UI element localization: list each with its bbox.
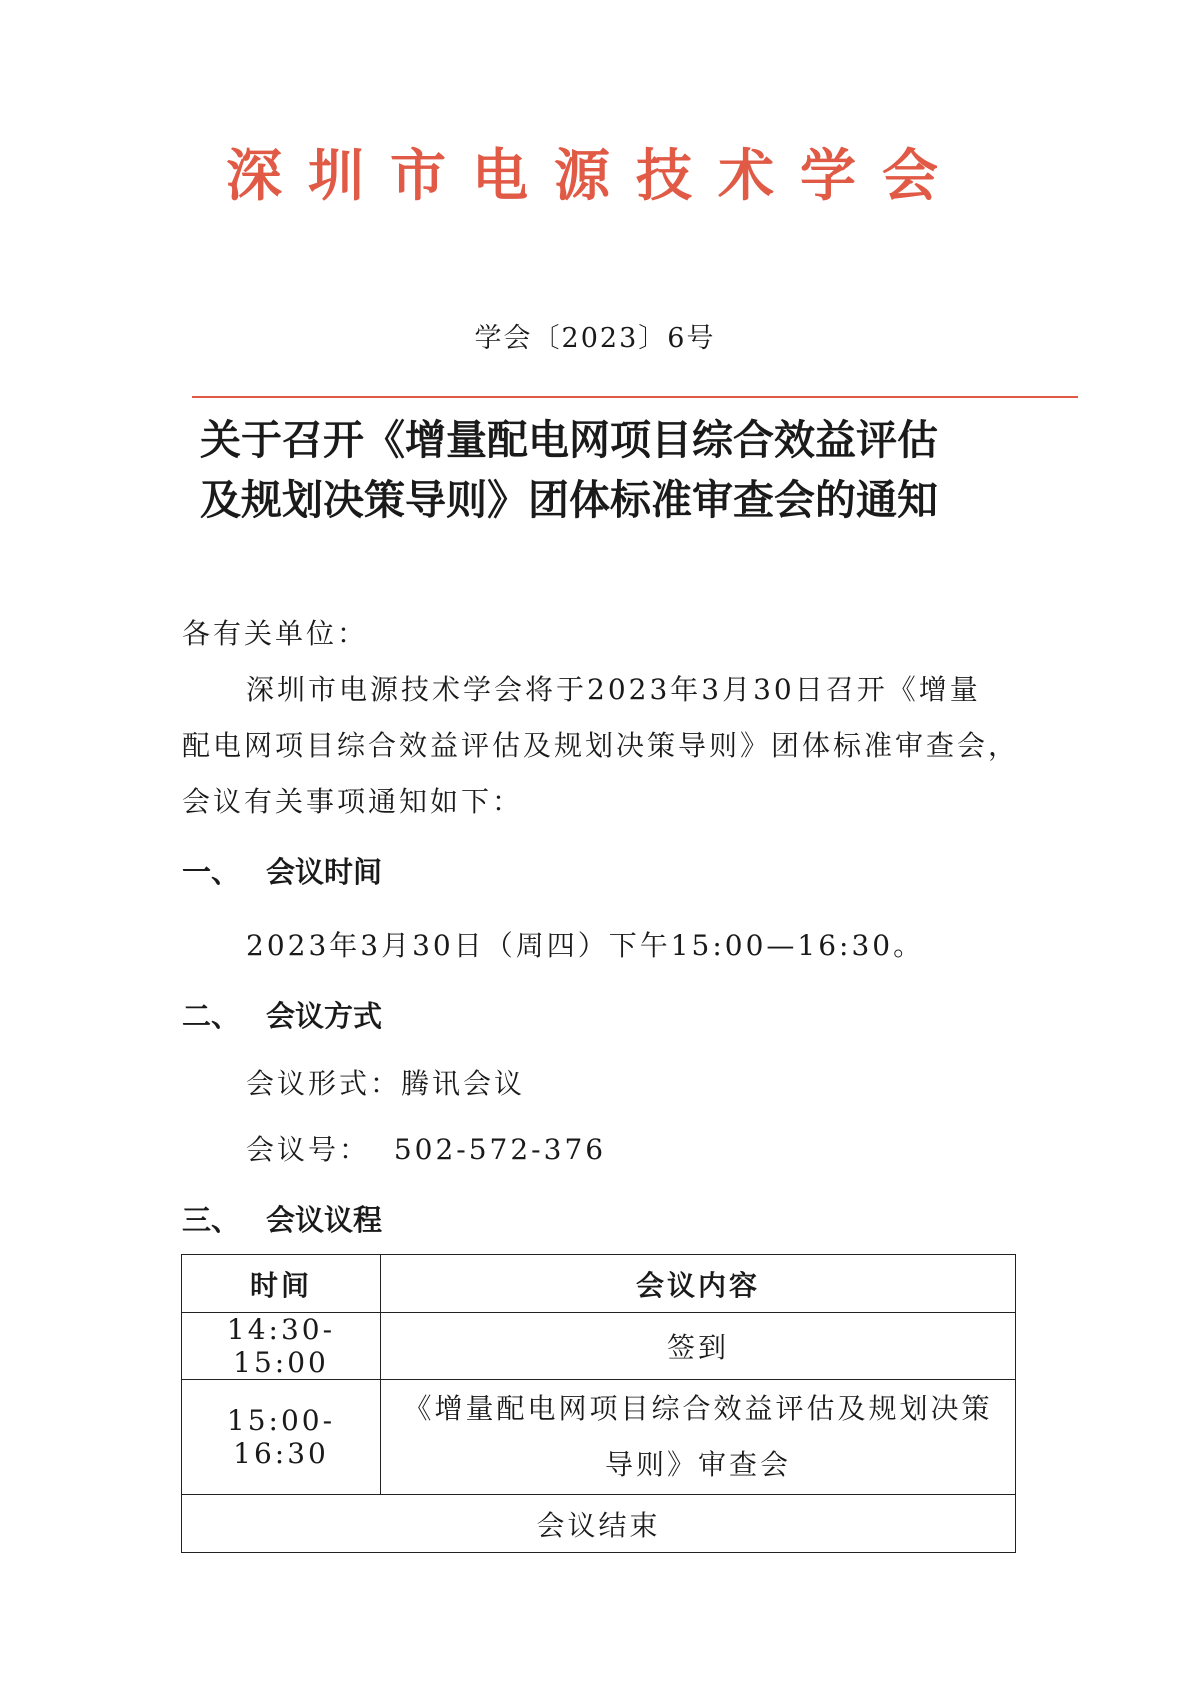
row-time: 15:00-16:30	[182, 1380, 381, 1495]
meeting-time: 2023年3月30日（周四）下午15:00—16:30。	[246, 929, 925, 962]
meeting-number-label: 会议号：	[246, 1133, 371, 1166]
row-content: 签到	[381, 1313, 1016, 1380]
section-heading-time	[182, 850, 382, 891]
row-content-line-2: 导则》审查会	[604, 1448, 791, 1481]
intro-line-1: 深圳市电源技术学会将于2023年3月30日召开《增量	[246, 673, 981, 706]
intro-line-2: 配电网项目综合效益评估及规划决策导则》团体标准审查会，	[182, 729, 1020, 762]
table-row	[182, 1380, 1016, 1495]
document-number: 学会〔2023〕6号	[474, 323, 716, 354]
title-line-1: 关于召开《增量配电网项目综合效益评估	[200, 416, 938, 464]
header-time: 时间	[182, 1255, 381, 1313]
section-title: 会议方式	[266, 999, 383, 1033]
row-time: 14:30-15:00	[182, 1313, 381, 1380]
red-divider	[192, 396, 1078, 398]
section-heading-mode	[182, 994, 382, 1035]
section-number: 一、	[182, 855, 241, 889]
row-content	[381, 1380, 1016, 1495]
section-number: 三、	[182, 1203, 241, 1237]
intro-line-3: 会议有关事项通知如下：	[182, 785, 524, 818]
table-header-row	[182, 1255, 1016, 1313]
title-line-2: 及规划决策导则》团体标准审查会的通知	[200, 476, 938, 524]
table-row	[182, 1313, 1016, 1380]
notice-title	[200, 410, 1020, 530]
header-content: 会议内容	[381, 1255, 1016, 1313]
section-heading-agenda	[182, 1198, 382, 1239]
salutation: 各有关单位：	[182, 617, 369, 650]
meeting-format-label: 会议形式：	[246, 1067, 402, 1100]
meeting-number	[246, 1128, 606, 1168]
table-row	[182, 1495, 1016, 1553]
meeting-number-value: 502-572-376	[393, 1133, 607, 1166]
section-title: 会议议程	[266, 1203, 383, 1237]
meeting-format-value: 腾讯会议	[401, 1067, 526, 1100]
closing-row: 会议结束	[182, 1495, 1016, 1553]
organization-name: 深圳市电源技术学会	[226, 143, 964, 209]
meeting-format	[246, 1062, 525, 1102]
section-number: 二、	[182, 999, 241, 1033]
agenda-table	[181, 1254, 1016, 1553]
row-content-line-1: 《增量配电网项目综合效益评估及规划决策	[403, 1392, 993, 1425]
section-title: 会议时间	[266, 855, 383, 889]
